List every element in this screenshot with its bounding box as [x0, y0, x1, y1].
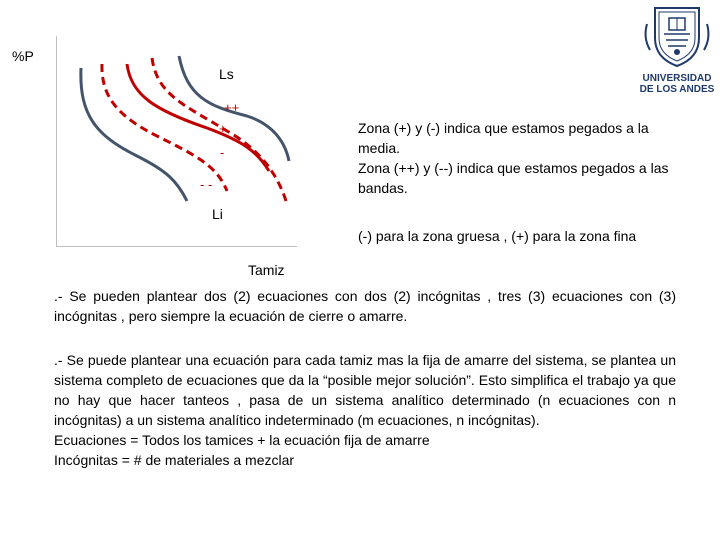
lower-limit-label: Li	[212, 206, 223, 222]
paragraph-block	[54, 350, 676, 470]
university-logo	[638, 4, 716, 96]
zone-minus-minus: - -	[200, 177, 213, 192]
logo-text-line2: DE LOS ANDES	[639, 84, 715, 95]
paragraph-equations-intro: .- Se pueden plantear dos (2) ecuaciones con dos (2) incógnitas , tres (3) ecuaciones con (3) incógnitas , pero siempre la ecuación de cierre o amarre.	[54, 288, 676, 324]
university-seal-icon	[638, 4, 716, 68]
paragraph-system: .- Se puede plantear una ecuación para cada tamiz mas la fija de amarre del sistema, se plantea un sistema completo de ecuaciones que da la “posible mejor solución”. Esto simplifica el trabajo ya que no hay que hacer tanteos , pasa de un sistema analítico determinado (n ecuaciones con n incógnitas) a un sistema analítico indeterminado (m ecuaciones, n incógnitas).	[54, 352, 676, 428]
zone-notes	[358, 118, 684, 198]
zone-minus: -	[220, 145, 225, 160]
zone-plus: +	[219, 121, 227, 136]
zone-plus-plus: ++	[224, 100, 240, 115]
y-axis-label: %P	[12, 48, 34, 64]
paragraph-unknowns-def: Incógnitas = # de materiales a mezclar	[54, 452, 295, 468]
gradation-curves	[57, 36, 297, 246]
note-bands: Zona (++) y (--) indica que estamos pegados a las bandas.	[358, 160, 669, 196]
paragraph-equations-def: Ecuaciones = Todos los tamices + la ecuación fija de amarre	[54, 432, 430, 448]
logo-text-line1: UNIVERSIDAD	[642, 73, 712, 84]
lower-limit-curve	[81, 68, 187, 201]
x-axis-label: Tamiz	[248, 262, 285, 278]
upper-limit-label: Ls	[219, 66, 234, 82]
note-coarse-fine: (-) para la zona gruesa , (+) para la zona fina	[358, 228, 637, 244]
note-mean: Zona (+) y (-) indica que estamos pegados a la media.	[358, 120, 649, 156]
gradation-chart	[56, 36, 297, 247]
